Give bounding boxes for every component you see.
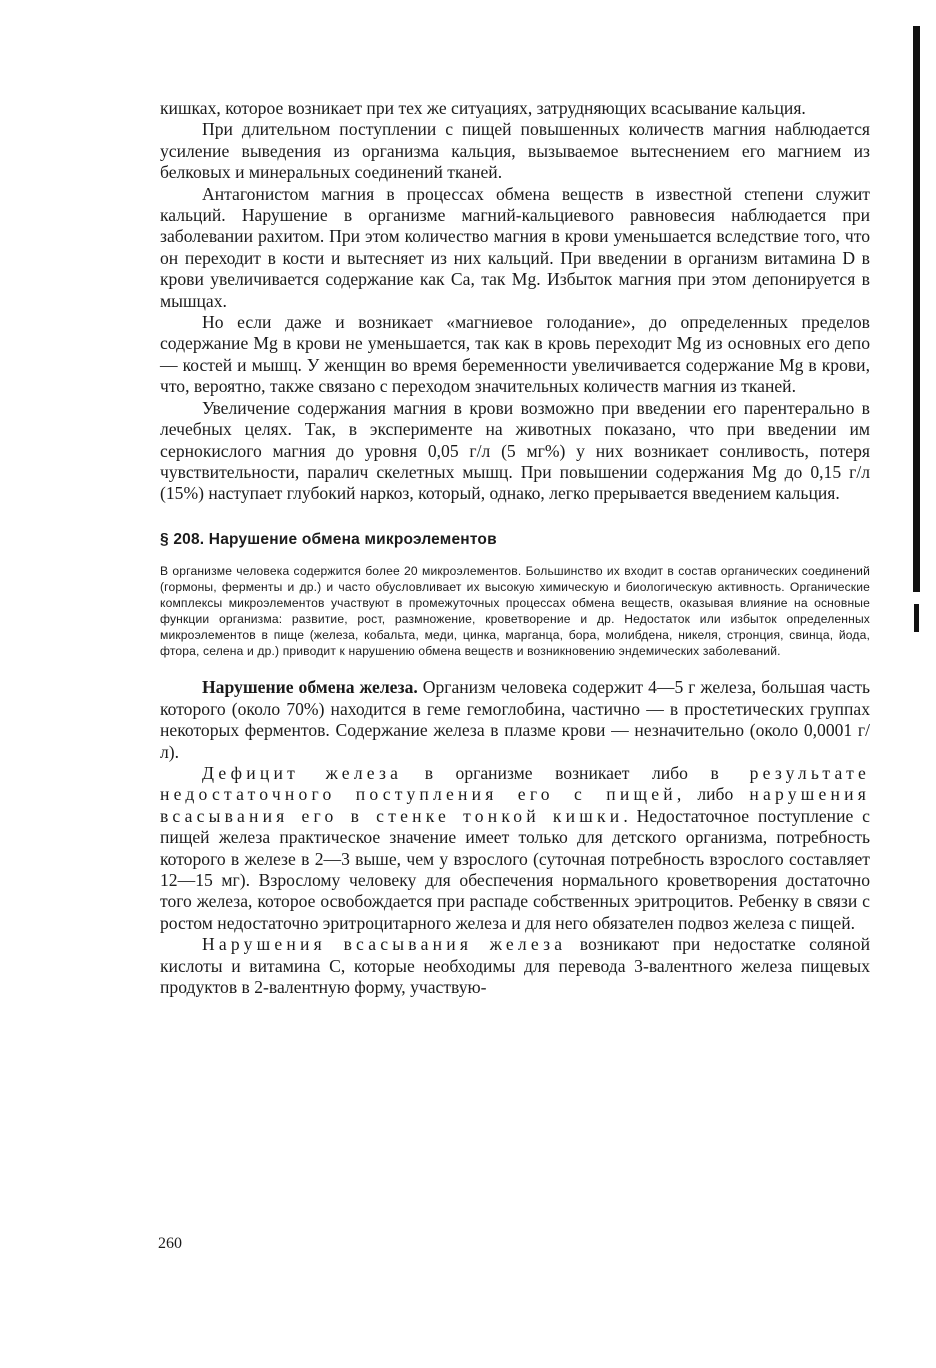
emphasis-term: Дефицит железа <box>202 762 403 783</box>
section-heading: § 208. Нарушение обмена микроэлементов <box>160 530 497 548</box>
paragraph-iron-absorption <box>160 934 870 998</box>
paragraph-magnesium-increase: Увеличение содержания магния в крови возможно при введении его парентерально в лечебных целях. Так, в эксперименте на животных показано, что при введении им сернокислого магния до уровня 0,05 г/л (5 мг%) у них возникает сонливость, потеря чувствительности, паралич скелетных мышц. При повышении содержания Mg до 0,15 г/л (15%) наступает глубокий наркоз, который, однако, легко прерывается введением кальция. <box>160 397 870 504</box>
paragraph-iron-text: Организм человека содержит 4—5 г железа, большая часть которого (около 70%) находится в геме гемоглобина, частично — в простетических группах некоторых ферментов. Содержание железа в плазме крови — незначительно (около 0,0001 г/л). <box>160 677 870 762</box>
paragraph-text: в организме возникает либо <box>402 762 711 783</box>
page-number: 260 <box>158 1235 182 1252</box>
paragraph-magnesium-antagonist: Антагонистом магния в процессах обмена веществ в известной степени служит кальций. Нарушение в организме магний-кальциевого равновесия наблюдается при заболевании рахитом. При этом количество магния в крови уменьшается вследствие того, что он переходит в кости и вытесняет из них кальций. При введении в организм витамина D в крови увеличивается содержание как Ca, так Mg. Избыток магния при этом депонируется в мышцах. <box>160 183 870 311</box>
paragraph-text: , либо <box>676 784 750 805</box>
paragraph-text: . Недостаточное поступление с пищей железа практическое значение имеет только для детского организма, потребность которого в железе в 2—3 выше, чем у взрослого (суточная потребность взрослого составляет 12—15 мг). Взрослому человеку для обеспечения нормального кроветворения достаточно того железа, которое освобождается при распаде собственных эритроцитов. Ребенку в связи с ростом недостаточно эритроцитарного железа и для него обязателен подвоз железа с пищей. <box>160 805 870 933</box>
paragraph-continued: кишках, которое возникает при тех же ситуациях, затрудняющих всасывание кальция. <box>160 98 806 118</box>
margin-scan-bar-lower <box>914 604 919 632</box>
paragraph-magnesium-starvation: Но если даже и возникает «магниевое голодание», до определенных пределов содержание Mg в крови не уменьшается, так как в кровь переходит Mg из основных его депо — костей и мышц. У женщин во время беременности увеличивается содержание Mg в крови, что, вероятно, также связано с переходом значительных количеств магния из тканей. <box>160 312 870 397</box>
runin-heading: Нарушение обмена железа. <box>202 677 418 698</box>
section-intro: В организме человека содержится более 20 микроэлементов. Большинство их входит в состав органических соединений (гормоны, ферменты и др.) и часто обусловливает их высокую химическую и биологическую активность. Органические комплексы микроэлементов участвуют в промежуточных процессах обмена веществ, оказывая влияние на основные функции организма: развитие, рост, размножение, кроветворение и др. Недостаток или избыток определенных микроэлементов в пище (железа, кобальта, меди, цинка, марганца, бора, молибдена, никеля, стронция, свинца, йода, фтора, селена и др.) приводит к нарушению обмена веществ и возникновению эндемических заболеваний. <box>160 563 870 659</box>
emphasis-term: в результате недостаточного поступления его с пищей <box>160 762 870 805</box>
paragraph-magnesium-excretion: При длительном поступлении с пищей повышенных количеств магния наблюдается усиление выведения из организма кальция, вызываемое вытеснением его магнием из белковых и минеральных соединений тканей. <box>160 119 870 183</box>
paragraph-text: возникают при недостатке соляной кислоты и витамина C, которые необходимы для перевода 3-валентного железа пищевых продуктов в 2-валентную форму, участвую- <box>160 934 870 997</box>
page-body <box>160 98 870 998</box>
margin-scan-bar <box>913 26 920 592</box>
paragraph-iron-metabolism <box>160 677 870 763</box>
emphasis-term: нарушения всасывания его в стенке тонкой кишки <box>160 784 871 826</box>
emphasis-term: Нарушения всасывания железа <box>202 934 567 955</box>
paragraph-iron-deficiency <box>160 763 870 934</box>
